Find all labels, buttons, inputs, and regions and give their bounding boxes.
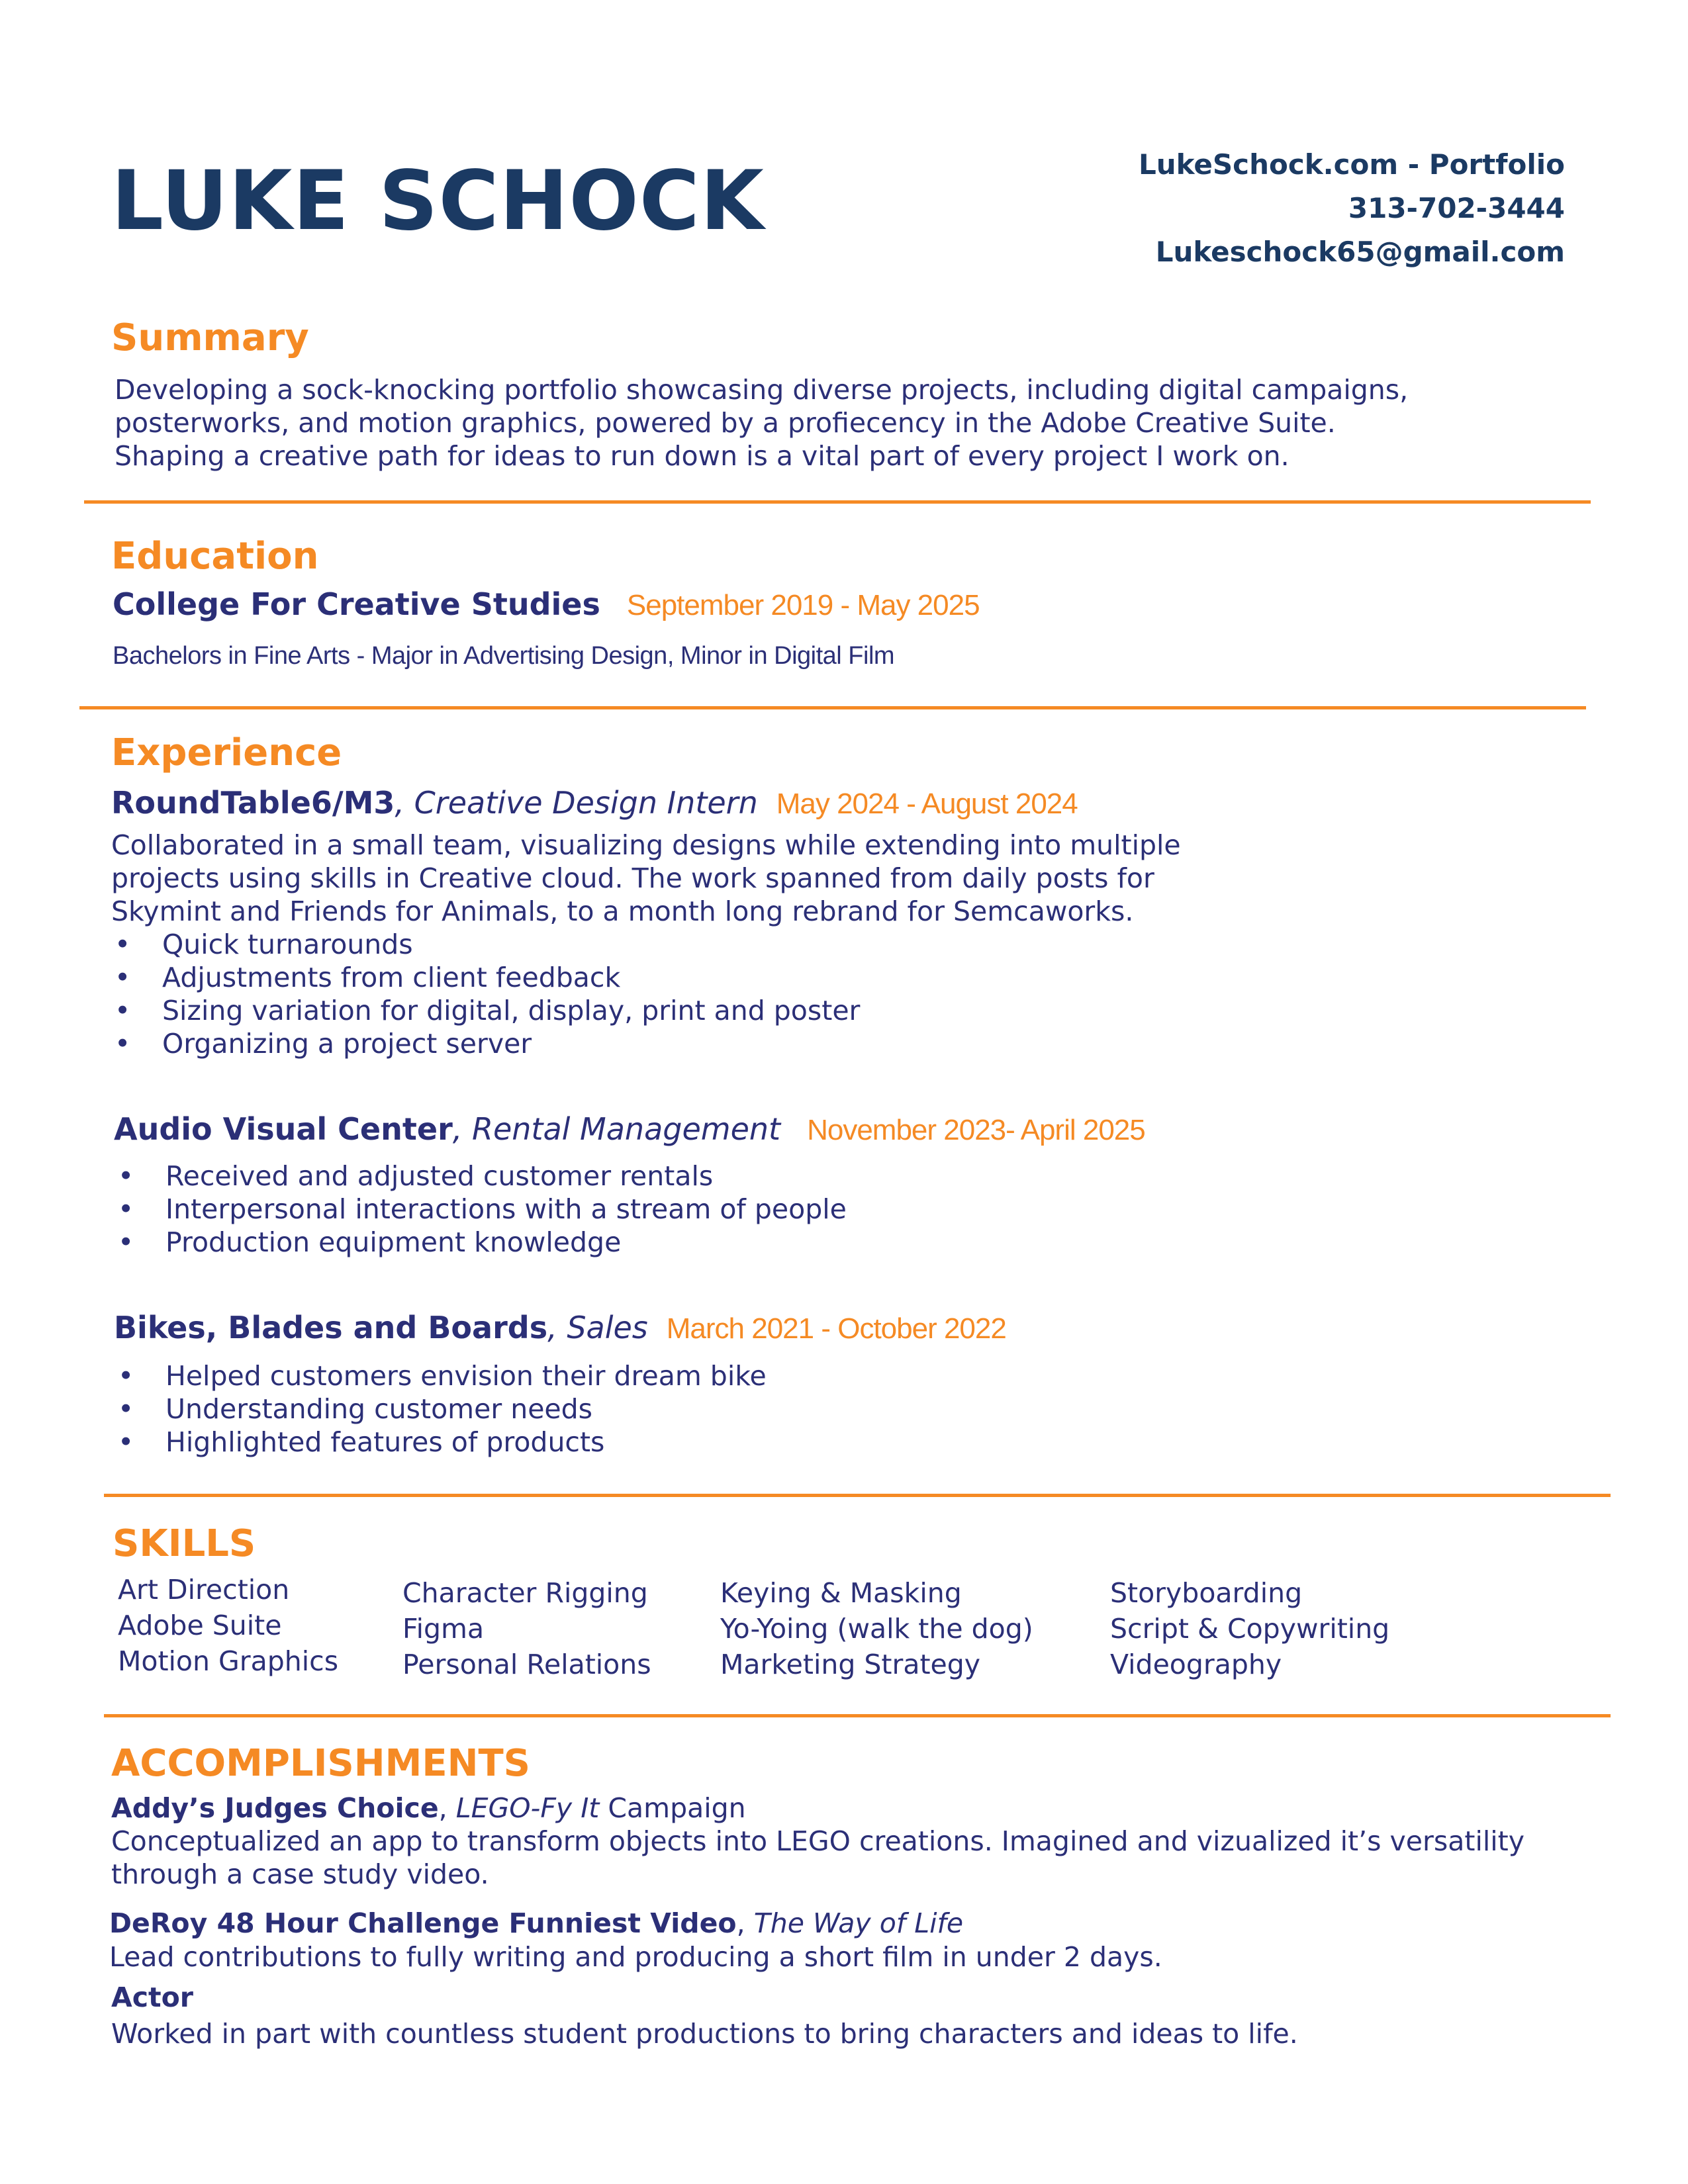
- education-entry: [113, 586, 980, 622]
- bullet-text: Quick turnarounds: [162, 929, 413, 960]
- bullet-text: Adjustments from client feedback: [162, 962, 621, 993]
- skill-item: Marketing Strategy: [720, 1649, 981, 1680]
- bullet-icon: •: [118, 1393, 134, 1425]
- award-name: Addy’s Judges Choice: [111, 1792, 439, 1824]
- education-dates: September 2019 - May 2025: [626, 589, 980, 621]
- summary-line: posterworks, and motion graphics, powered by a profiecency in the Adobe Creative Suite.: [115, 407, 1336, 439]
- experience-heading: Experience: [111, 731, 342, 774]
- job-role: Rental Management: [472, 1111, 781, 1147]
- job-dates: May 2024 - August 2024: [776, 788, 1078, 820]
- portfolio-link[interactable]: LukeSchock.com - Portfolio: [1138, 148, 1565, 181]
- job-dates: March 2021 - October 2022: [666, 1312, 1006, 1345]
- school-name: College For Creative Studies: [113, 586, 600, 622]
- skill-item: Adobe Suite: [118, 1610, 282, 1641]
- list-item: [118, 1226, 622, 1258]
- list-item: [118, 1160, 714, 1192]
- skill-item: Script & Copywriting: [1110, 1613, 1390, 1645]
- list-item: [115, 997, 860, 1024]
- bullet-icon: •: [115, 962, 131, 993]
- job-description-line: Skymint and Friends for Animals, to a month long rebrand for Semcaworks.: [111, 895, 1134, 927]
- summary-line: Shaping a creative path for ideas to run down is a vital part of every project I work on.: [115, 440, 1289, 472]
- bullet-text: Helped customers envision their dream bike: [165, 1360, 767, 1392]
- bullet-icon: •: [118, 1160, 134, 1192]
- company-name: Bikes, Blades and Boards: [114, 1310, 548, 1345]
- accomplishments-heading: ACCOMPLISHMENTS: [111, 1742, 531, 1785]
- accomplishment-line: Conceptualized an app to transform objects into LEGO creations. Imagined and vizualized it’s versatility: [111, 1825, 1524, 1857]
- skill-item: Keying & Masking: [720, 1577, 962, 1609]
- bullet-text: Production equipment knowledge: [165, 1226, 622, 1258]
- job-title-roundtable: [111, 785, 1078, 821]
- bullet-text: Received and adjusted customer rentals: [165, 1160, 714, 1192]
- job-title-bikes: [114, 1312, 1006, 1343]
- project-suffix: Campaign: [599, 1792, 746, 1824]
- list-item: [115, 964, 620, 991]
- accomplishment-title: [109, 1907, 964, 1939]
- resume-name: LUKE SCHOCK: [111, 154, 765, 249]
- degree-text: Bachelors in Fine Arts - Major in Advertising Design, Minor in Digital Film: [113, 642, 895, 670]
- job-dates: November 2023- April 2025: [807, 1114, 1145, 1146]
- bullet-text: Highlighted features of products: [165, 1426, 605, 1458]
- list-item: [118, 1193, 847, 1225]
- list-item: [115, 931, 413, 958]
- skill-item: Art Direction: [118, 1574, 290, 1606]
- bullet-text: Organizing a project server: [162, 1028, 532, 1060]
- accomplishment-title: [111, 1792, 746, 1824]
- section-divider: [104, 1494, 1611, 1497]
- skill-item: Motion Graphics: [118, 1645, 339, 1677]
- accomplishment-line: Worked in part with countless student productions to bring characters and ideas to life.: [111, 2018, 1298, 2050]
- email-link[interactable]: Lukeschock65@gmail.com: [1155, 236, 1565, 268]
- skill-item: Personal Relations: [402, 1649, 651, 1680]
- summary-line: Developing a sock-knocking portfolio showcasing diverse projects, including digital campaigns,: [115, 374, 1409, 406]
- skill-item: Yo-Yoing (walk the dog): [720, 1613, 1033, 1645]
- job-role: Sales: [567, 1310, 648, 1345]
- bullet-icon: •: [115, 1028, 131, 1060]
- award-name: DeRoy 48 Hour Challenge Funniest Video: [109, 1907, 737, 1939]
- accomplishment-title: [111, 1981, 194, 2013]
- bullet-icon: •: [115, 995, 131, 1026]
- bullet-icon: •: [118, 1426, 134, 1458]
- bullet-text: Interpersonal interactions with a stream of people: [165, 1193, 847, 1225]
- bullet-icon: •: [118, 1226, 134, 1258]
- company-name: RoundTable6/M3: [111, 785, 395, 821]
- summary-heading: Summary: [111, 316, 309, 359]
- accomplishment-line: through a case study video.: [111, 1858, 489, 1890]
- separator: ,: [547, 1310, 567, 1345]
- job-title-audio-visual: [114, 1111, 1145, 1147]
- company-name: Audio Visual Center: [114, 1111, 453, 1147]
- job-role: Creative Design Intern: [414, 785, 758, 821]
- skill-item: Character Rigging: [402, 1577, 648, 1609]
- bullet-icon: •: [118, 1193, 134, 1225]
- accomplishment-line: Lead contributions to fully writing and producing a short film in under 2 days.: [109, 1941, 1162, 1973]
- skills-heading: SKILLS: [113, 1522, 256, 1565]
- skill-item: Figma: [402, 1613, 485, 1645]
- separator: ,: [736, 1907, 754, 1939]
- list-item: [115, 1030, 532, 1058]
- bullet-icon: •: [118, 1360, 134, 1392]
- list-item: [118, 1426, 605, 1458]
- separator: ,: [438, 1792, 456, 1824]
- section-divider: [84, 500, 1591, 504]
- section-divider: [104, 1714, 1611, 1717]
- education-heading: Education: [111, 535, 319, 578]
- bullet-text: Understanding customer needs: [165, 1393, 593, 1425]
- separator: ,: [452, 1111, 472, 1147]
- job-description-line: Collaborated in a small team, visualizing designs while extending into multiple: [111, 829, 1181, 861]
- list-item: [118, 1360, 767, 1392]
- skill-item: Storyboarding: [1110, 1577, 1303, 1609]
- list-item: [118, 1393, 593, 1425]
- project-name: The Way of Life: [753, 1907, 964, 1939]
- job-description-line: projects using skills in Creative cloud. The work spanned from daily posts for: [111, 862, 1154, 894]
- bullet-icon: •: [115, 929, 131, 960]
- project-name: LEGO-Fy It: [455, 1792, 600, 1824]
- phone-number[interactable]: 313-702-3444: [1348, 192, 1565, 224]
- skill-item: Videography: [1110, 1649, 1282, 1680]
- section-divider: [79, 706, 1586, 709]
- separator: ,: [395, 785, 414, 821]
- award-name: Actor: [111, 1981, 194, 2013]
- bullet-text: Sizing variation for digital, display, print and poster: [162, 995, 861, 1026]
